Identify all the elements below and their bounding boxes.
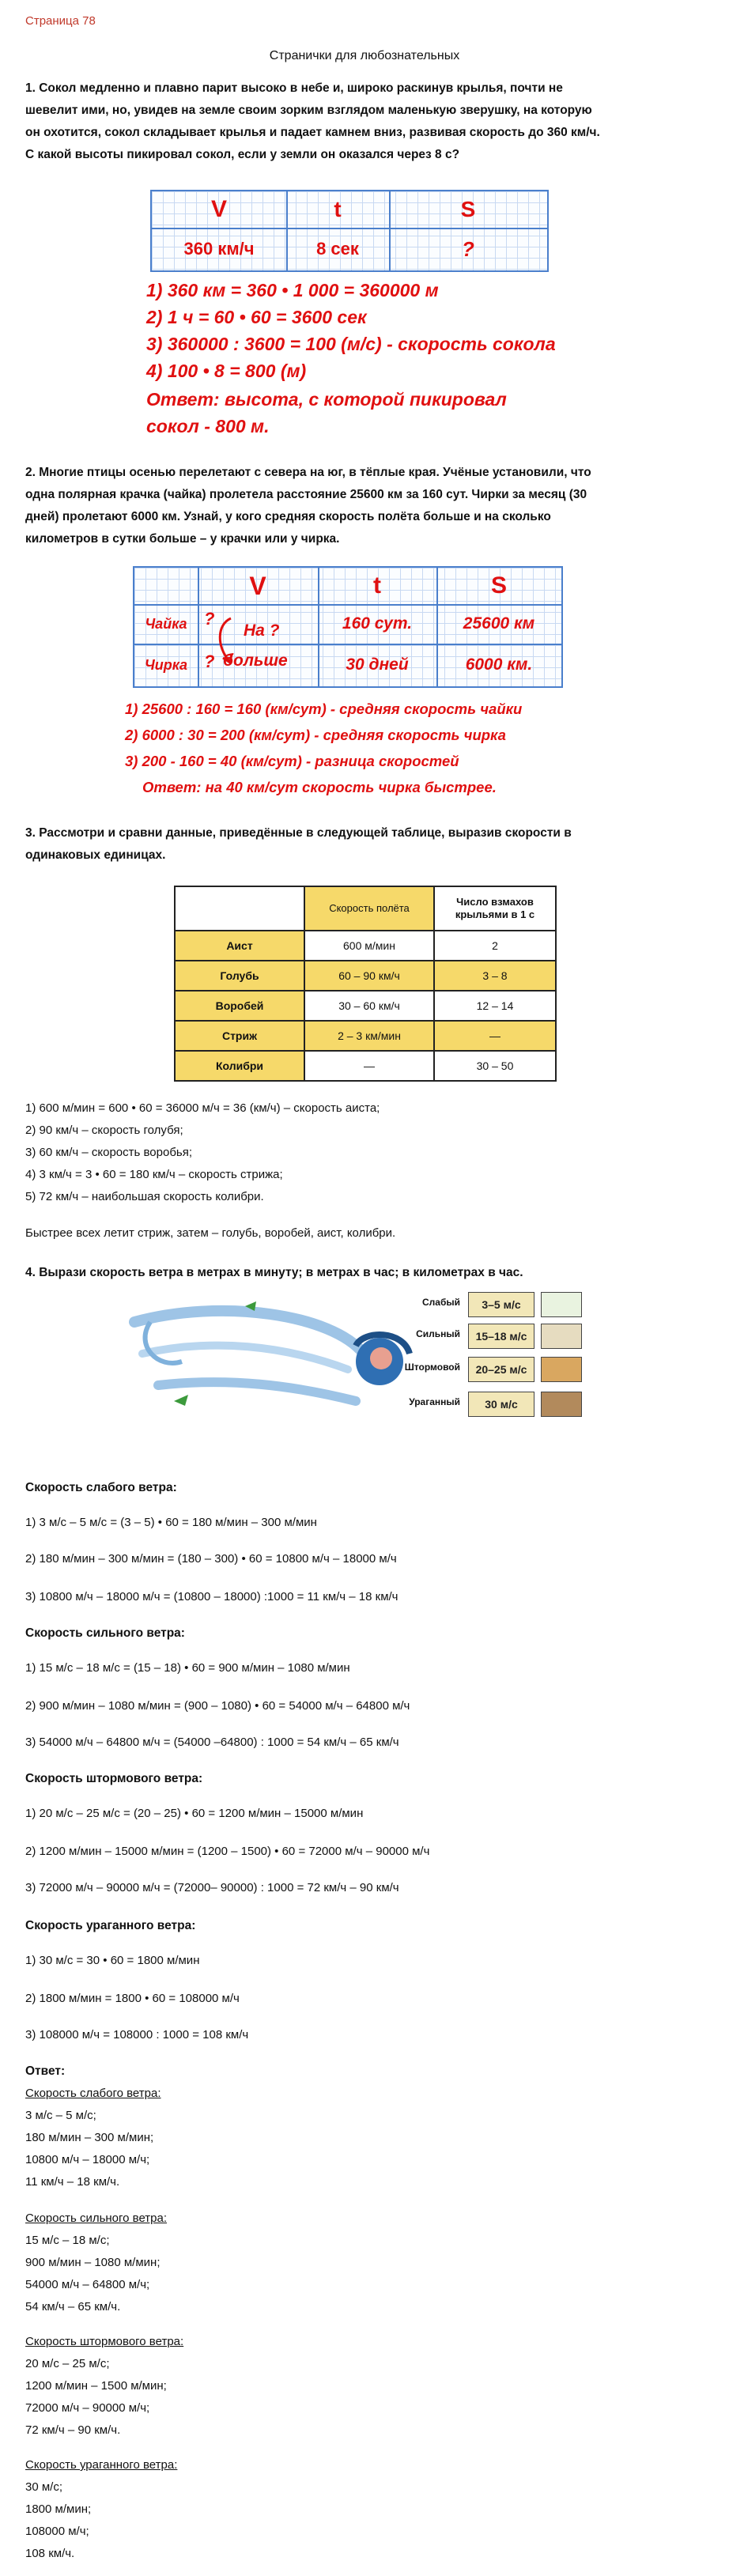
section-title: Скорость штормового ветра: (25, 1772, 203, 1785)
question-line: 1. Сокол медленно и плавно парит высоко в небе и, широко раскинув крылья, почти не (25, 81, 563, 95)
row-name-chirka: Чирка (144, 656, 188, 673)
calc-line: 1) 15 м/с – 18 м/с = (15 – 18) • 60 = 900 м/мин – 1080 м/мин (25, 1661, 350, 1675)
question-line: километров в сутки больше – у крачки или у чирка. (25, 532, 340, 546)
answer-line: Ответ: высота, с которой пикировал (146, 389, 507, 410)
answer-line: Ответ: на 40 км/сут скорость чирка быстрее. (142, 779, 497, 795)
difference-note: На ? (244, 621, 280, 640)
header-s: S (490, 572, 507, 599)
solution-line: 3) 200 - 160 = 40 (км/сут) - разница скоростей (125, 753, 459, 769)
answer-line: 10800 м/ч – 18000 м/ч; (25, 2153, 150, 2166)
answer-group-title: Скорость штормового ветра: (25, 2335, 184, 2348)
answer-line: 54 км/ч – 65 км/ч. (25, 2300, 121, 2313)
wind-label: Штормовой (404, 1362, 460, 1373)
header-s: S (460, 197, 476, 221)
wind-value-box: 3–5 м/с (468, 1292, 534, 1317)
answer-line: 1) 600 м/мин = 600 • 60 = 36000 м/ч = 36 (км/ч) – скорость аиста; (25, 1101, 380, 1115)
difference-note: больше (223, 652, 288, 670)
row1-v: ? (204, 609, 215, 629)
question-line: 3. Рассмотри и сравни данные, приведённые в следующей таблице, выразив скорости в (25, 826, 572, 840)
hurricane-icon (541, 1392, 582, 1417)
solution-line: 2) 1 ч = 60 • 60 = 3600 сек (146, 307, 367, 327)
row1-s: 25600 км (463, 614, 535, 633)
branch-icon (541, 1324, 582, 1349)
answer-line: 11 км/ч – 18 км/ч. (25, 2175, 120, 2189)
task3-question (25, 822, 697, 867)
calc-line: 1) 30 м/с = 30 • 60 = 1800 м/мин (25, 1954, 200, 1967)
task2-solution (125, 696, 522, 800)
calc-line: 3) 108000 м/ч = 108000 : 1000 = 108 км/ч (25, 2028, 249, 2042)
calc-line: 1) 20 м/с – 25 м/с = (20 – 25) • 60 = 1200 м/мин – 15000 м/мин (25, 1807, 364, 1820)
header-t: t (334, 197, 342, 221)
wind-illustration (127, 1290, 585, 1425)
header-speed: Скорость полёта (304, 886, 434, 931)
row2-v: ? (204, 652, 215, 671)
answer-line: 15 м/с – 18 м/с; (25, 2234, 110, 2247)
header-v: V (210, 196, 227, 222)
bird-name: Колибри (175, 1051, 304, 1081)
question-line: дней) пролетают 6000 км. Узнай, у кого средняя скорость полёта больше и на сколько (25, 510, 551, 523)
task3-answers (25, 1097, 697, 1208)
answer-line: 20 м/с – 25 м/с; (25, 2357, 110, 2370)
page-title: Странички для любознательных (269, 49, 460, 62)
header-v: V (249, 571, 266, 600)
answer-line: сокол - 800 м. (146, 416, 270, 436)
bird-speed: 2 – 3 км/мин (304, 1021, 434, 1051)
cell-v: 360 км/ч (183, 239, 255, 259)
solution-line: 2) 6000 : 30 = 200 (км/сут) - средняя скорость чирка (125, 727, 506, 743)
answer-line: 72 км/ч – 90 км/ч. (25, 2423, 121, 2437)
section-title: Скорость ураганного ветра: (25, 1919, 196, 1932)
bird-flaps: 12 – 14 (434, 991, 556, 1021)
answer-group-title: Скорость слабого ветра: (25, 2087, 161, 2100)
question-line: шевелит ими, но, увидев на земле своим зорким взглядом маленькую зверушку, на которую (25, 104, 592, 117)
answer-line: 72000 м/ч – 90000 м/ч; (25, 2401, 150, 2415)
row2-s: 6000 км. (465, 655, 533, 674)
calc-line: 1) 3 м/с – 5 м/с = (3 – 5) • 60 = 180 м/мин – 300 м/мин (25, 1516, 317, 1529)
task4-question: 4. Вырази скорость ветра в метрах в минуту; в метрах в час; в километрах в час. (25, 1266, 523, 1279)
bird-name: Голубь (175, 961, 304, 991)
answer-title: Ответ: (25, 2064, 66, 2078)
answer-line: 108000 м/ч; (25, 2525, 89, 2538)
cell-t: 8 сек (316, 239, 359, 259)
broken-tree-icon (541, 1357, 582, 1382)
header-flaps: Число взмахов крыльями в 1 с (434, 886, 556, 931)
task3-conclusion: Быстрее всех летит стриж, затем – голубь, воробей, аист, колибри. (25, 1226, 396, 1240)
answer-line: 5) 72 км/ч – наибольшая скорость колибри. (25, 1190, 264, 1203)
answer-line: 3 м/с – 5 м/с; (25, 2109, 96, 2122)
wind-label: Ураганный (409, 1396, 460, 1407)
answer-group-title: Скорость ураганного ветра: (25, 2458, 178, 2472)
task1-solution (146, 277, 556, 440)
row-name-chaika: Чайка (145, 615, 187, 632)
wind-label: Сильный (416, 1328, 460, 1339)
row2-t: 30 дней (346, 655, 409, 674)
birds-table (174, 886, 557, 1082)
bird-speed: 60 – 90 км/ч (304, 961, 434, 991)
task1-question (25, 77, 697, 166)
answer-line: 108 км/ч. (25, 2547, 75, 2560)
question-line: он охотится, сокол складывает крылья и падает камнем вниз, развивая скорость до 360 км/ч. (25, 126, 600, 139)
question-line: одинаковых единицах. (25, 848, 166, 862)
bird-flaps: 3 – 8 (434, 961, 556, 991)
section-title: Скорость сильного ветра: (25, 1626, 185, 1640)
answer-line: 1800 м/мин; (25, 2502, 92, 2516)
answer-line: 54000 м/ч – 64800 м/ч; (25, 2278, 150, 2291)
solution-line: 1) 360 км = 360 • 1 000 = 360000 м (146, 280, 439, 300)
answer-group (25, 2208, 697, 2318)
cell-s: ? (462, 236, 474, 261)
calc-line: 3) 10800 м/ч – 18000 м/ч = (10800 – 18000) :1000 = 11 км/ч – 18 км/ч (25, 1590, 398, 1603)
calc-line: 2) 900 м/мин – 1080 м/мин = (900 – 1080) • 60 = 54000 м/ч – 64800 м/ч (25, 1699, 410, 1713)
calc-line: 3) 72000 м/ч – 90000 м/ч = (72000– 90000) : 1000 = 72 км/ч – 90 км/ч (25, 1881, 399, 1894)
bird-name: Аист (175, 931, 304, 961)
answer-line: 2) 90 км/ч – скорость голубя; (25, 1124, 183, 1137)
bird-flaps: 2 (434, 931, 556, 961)
header-t: t (373, 572, 381, 599)
bird-speed: 30 – 60 км/ч (304, 991, 434, 1021)
answer-line: 30 м/с; (25, 2480, 62, 2494)
bird-speed: — (304, 1051, 434, 1081)
answer-group (25, 2454, 697, 2565)
page-number: Страница 78 (25, 14, 96, 28)
answer-line: 4) 3 км/ч = 3 • 60 = 180 км/ч – скорость стрижа; (25, 1168, 283, 1181)
calc-line: 2) 1200 м/мин – 15000 м/мин = (1200 – 1500) • 60 = 72000 м/ч – 90000 м/ч (25, 1845, 430, 1858)
task2-question (25, 462, 697, 550)
task1-table (150, 190, 549, 272)
wind-value-box: 15–18 м/с (468, 1324, 534, 1349)
bird-speed: 600 м/мин (304, 931, 434, 961)
solution-line: 4) 100 • 8 = 800 (м) (146, 361, 307, 381)
answer-group (25, 2083, 697, 2193)
section-title: Скорость слабого ветра: (25, 1481, 177, 1494)
answer-group-title: Скорость сильного ветра: (25, 2212, 168, 2225)
bird-flaps: 30 – 50 (434, 1051, 556, 1081)
task2-table (133, 566, 563, 688)
solution-line: 3) 360000 : 3600 = 100 (м/с) - скорость сокола (146, 334, 556, 354)
question-line: одна полярная крачка (чайка) пролетела расстояние 25600 км за 160 сут. Чирки за месяц (30 (25, 488, 587, 501)
answer-group (25, 2331, 697, 2442)
question-line: 2. Многие птицы осенью перелетают с севера на юг, в тёплые края. Учёные установили, что (25, 466, 591, 479)
bird-name: Стриж (175, 1021, 304, 1051)
wind-value-box: 30 м/с (468, 1392, 534, 1417)
bird-name: Воробей (175, 991, 304, 1021)
bird-flaps: — (434, 1021, 556, 1051)
solution-line: 1) 25600 : 160 = 160 (км/сут) - средняя скорость чайки (125, 701, 523, 717)
answer-line: 900 м/мин – 1080 м/мин; (25, 2256, 161, 2269)
leaf-icon (541, 1292, 582, 1317)
answer-line: 180 м/мин – 300 м/мин; (25, 2131, 154, 2144)
wind-value-box: 20–25 м/с (468, 1357, 534, 1382)
corner-cell (175, 886, 304, 931)
answer-line: 3) 60 км/ч – скорость воробья; (25, 1146, 193, 1159)
question-line: С какой высоты пикировал сокол, если у земли он оказался через 8 с? (25, 148, 460, 161)
wind-label: Слабый (422, 1297, 460, 1308)
calc-line: 2) 1800 м/мин = 1800 • 60 = 108000 м/ч (25, 1992, 240, 2005)
answer-line: 1200 м/мин – 1500 м/мин; (25, 2379, 167, 2393)
row1-t: 160 сут. (342, 614, 413, 633)
calc-line: 3) 54000 м/ч – 64800 м/ч = (54000 –64800) : 1000 = 54 км/ч – 65 км/ч (25, 1736, 399, 1749)
calc-line: 2) 180 м/мин – 300 м/мин = (180 – 300) • 60 = 10800 м/ч – 18000 м/ч (25, 1552, 397, 1566)
